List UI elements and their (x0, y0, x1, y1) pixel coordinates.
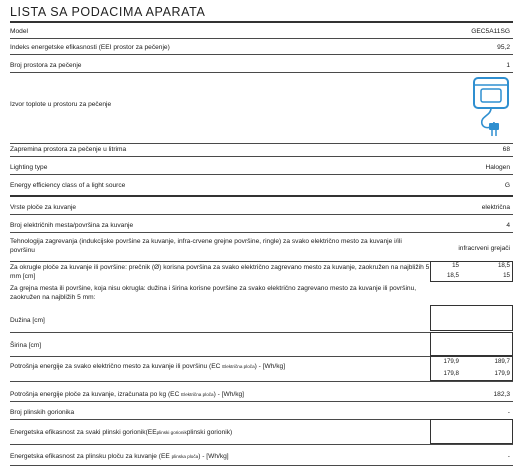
technology-row (10, 237, 513, 259)
energy-zone-cell: 179,9 (443, 358, 459, 365)
page-title: LISTA SA PODACIMA APARATA (10, 5, 206, 19)
cavities-label: Broj prostora za pečenje (10, 62, 82, 69)
energy-zone-cell: 189,7 (494, 358, 510, 365)
eei-label: Indeks energetske efikasnosti (EEI prostor za pečenje) (10, 44, 170, 51)
cavities-value: 1 (506, 62, 510, 69)
divider (10, 156, 513, 157)
diameter-cell: 18,5 (497, 262, 510, 269)
divider (10, 195, 513, 197)
hob-type-value: električna (481, 204, 510, 211)
divider (10, 401, 513, 402)
diameter-cell: 15 (503, 272, 510, 279)
diameter-cell: 18,5 (446, 272, 459, 279)
model-label: Model (10, 28, 28, 35)
length-label: Dužina [cm] (10, 317, 45, 324)
gas-burners-value: - (507, 409, 510, 416)
energy-hob-value: 182,3 (493, 391, 510, 398)
width-label: Širina [cm] (10, 342, 42, 349)
divider (10, 232, 513, 233)
divider (10, 72, 513, 73)
energy-zone-cell: 179,8 (443, 370, 459, 377)
volume-label: Zapremina prostora za pečenje u litrima (10, 146, 127, 153)
energy-hob-label: Potrošnja energije ploče za kuvanje, izračunata po kg (EC Električna ploča) - [Wh/kg] (10, 391, 245, 398)
zones-value: 4 (506, 222, 510, 229)
gas-hob-eff-value: - (507, 453, 510, 460)
technology-label: Tehnologija zagrevanja (indukcijske površine za kuvanje, infra-crvene grejne površine, ringle) za svako električno mesto za kuvanje i/ili površinu (10, 238, 402, 254)
gas-hob-eff-label: Energetska efikasnost za plinsku ploču za kuvanje (EE plinska ploča) - [Wh/kg] (10, 453, 229, 460)
lighting-class-label: Energy efficiency class of a light source (10, 182, 126, 189)
divider (10, 143, 513, 144)
eei-value: 95,2 (497, 44, 510, 51)
technology-value: infracrveni grejači (458, 245, 510, 252)
divider (10, 21, 513, 23)
divider (10, 381, 513, 382)
divider (10, 465, 513, 466)
gas-burners-label: Broj plinskih gorionika (10, 409, 75, 416)
divider (10, 38, 513, 39)
volume-value: 68 (502, 146, 510, 153)
nonround-row (10, 284, 513, 304)
oven-plug-icon (472, 76, 510, 140)
diameter-label: Za okrugle ploče za kuvanje ili površine: prečnik (Ø) korisna površina za svako električno zagrevano mesto za kuvanje, zaokružen na najbližih 5 mm [cm] (10, 264, 430, 280)
divider (10, 444, 513, 445)
lighting-class-value: G (504, 182, 510, 189)
divider (10, 54, 513, 55)
heat-source-label: Izvor toplote u prostoru za pečenje (10, 101, 112, 108)
divider (10, 174, 513, 175)
gas-eff-label: Energetska efikasnost za svaki plinski gorionik(EEplinski gorionikplinski gorionik) (10, 429, 233, 436)
lighting-label: Lighting type (10, 164, 48, 171)
energy-zone-cell: 179,9 (494, 370, 510, 377)
lighting-value: Halogen (485, 164, 510, 171)
length-box (430, 305, 513, 331)
energy-zone-label: Potrošnja energije za svako električno mesto za kuvanje ili površinu (EC Električna ploča) - [Wh/kg] (10, 363, 286, 370)
model-value: GEC5A11SG (471, 28, 510, 35)
nonround-label: Za grejna mesta ili površine, koja nisu okrugla: dužina i širina korisne površine za svako električno zagrevano mesto za kuvanje ili površinu, zaokružen na najbližih 5 mm: (10, 285, 417, 301)
hob-type-label: Vrste ploče za kuvanje (10, 204, 77, 211)
zones-label: Broj električnih mesta/površina za kuvanje (10, 222, 134, 229)
divider (10, 214, 513, 215)
gas-eff-box (430, 419, 513, 444)
diameter-cell: 15 (452, 262, 459, 269)
width-box (430, 332, 513, 356)
